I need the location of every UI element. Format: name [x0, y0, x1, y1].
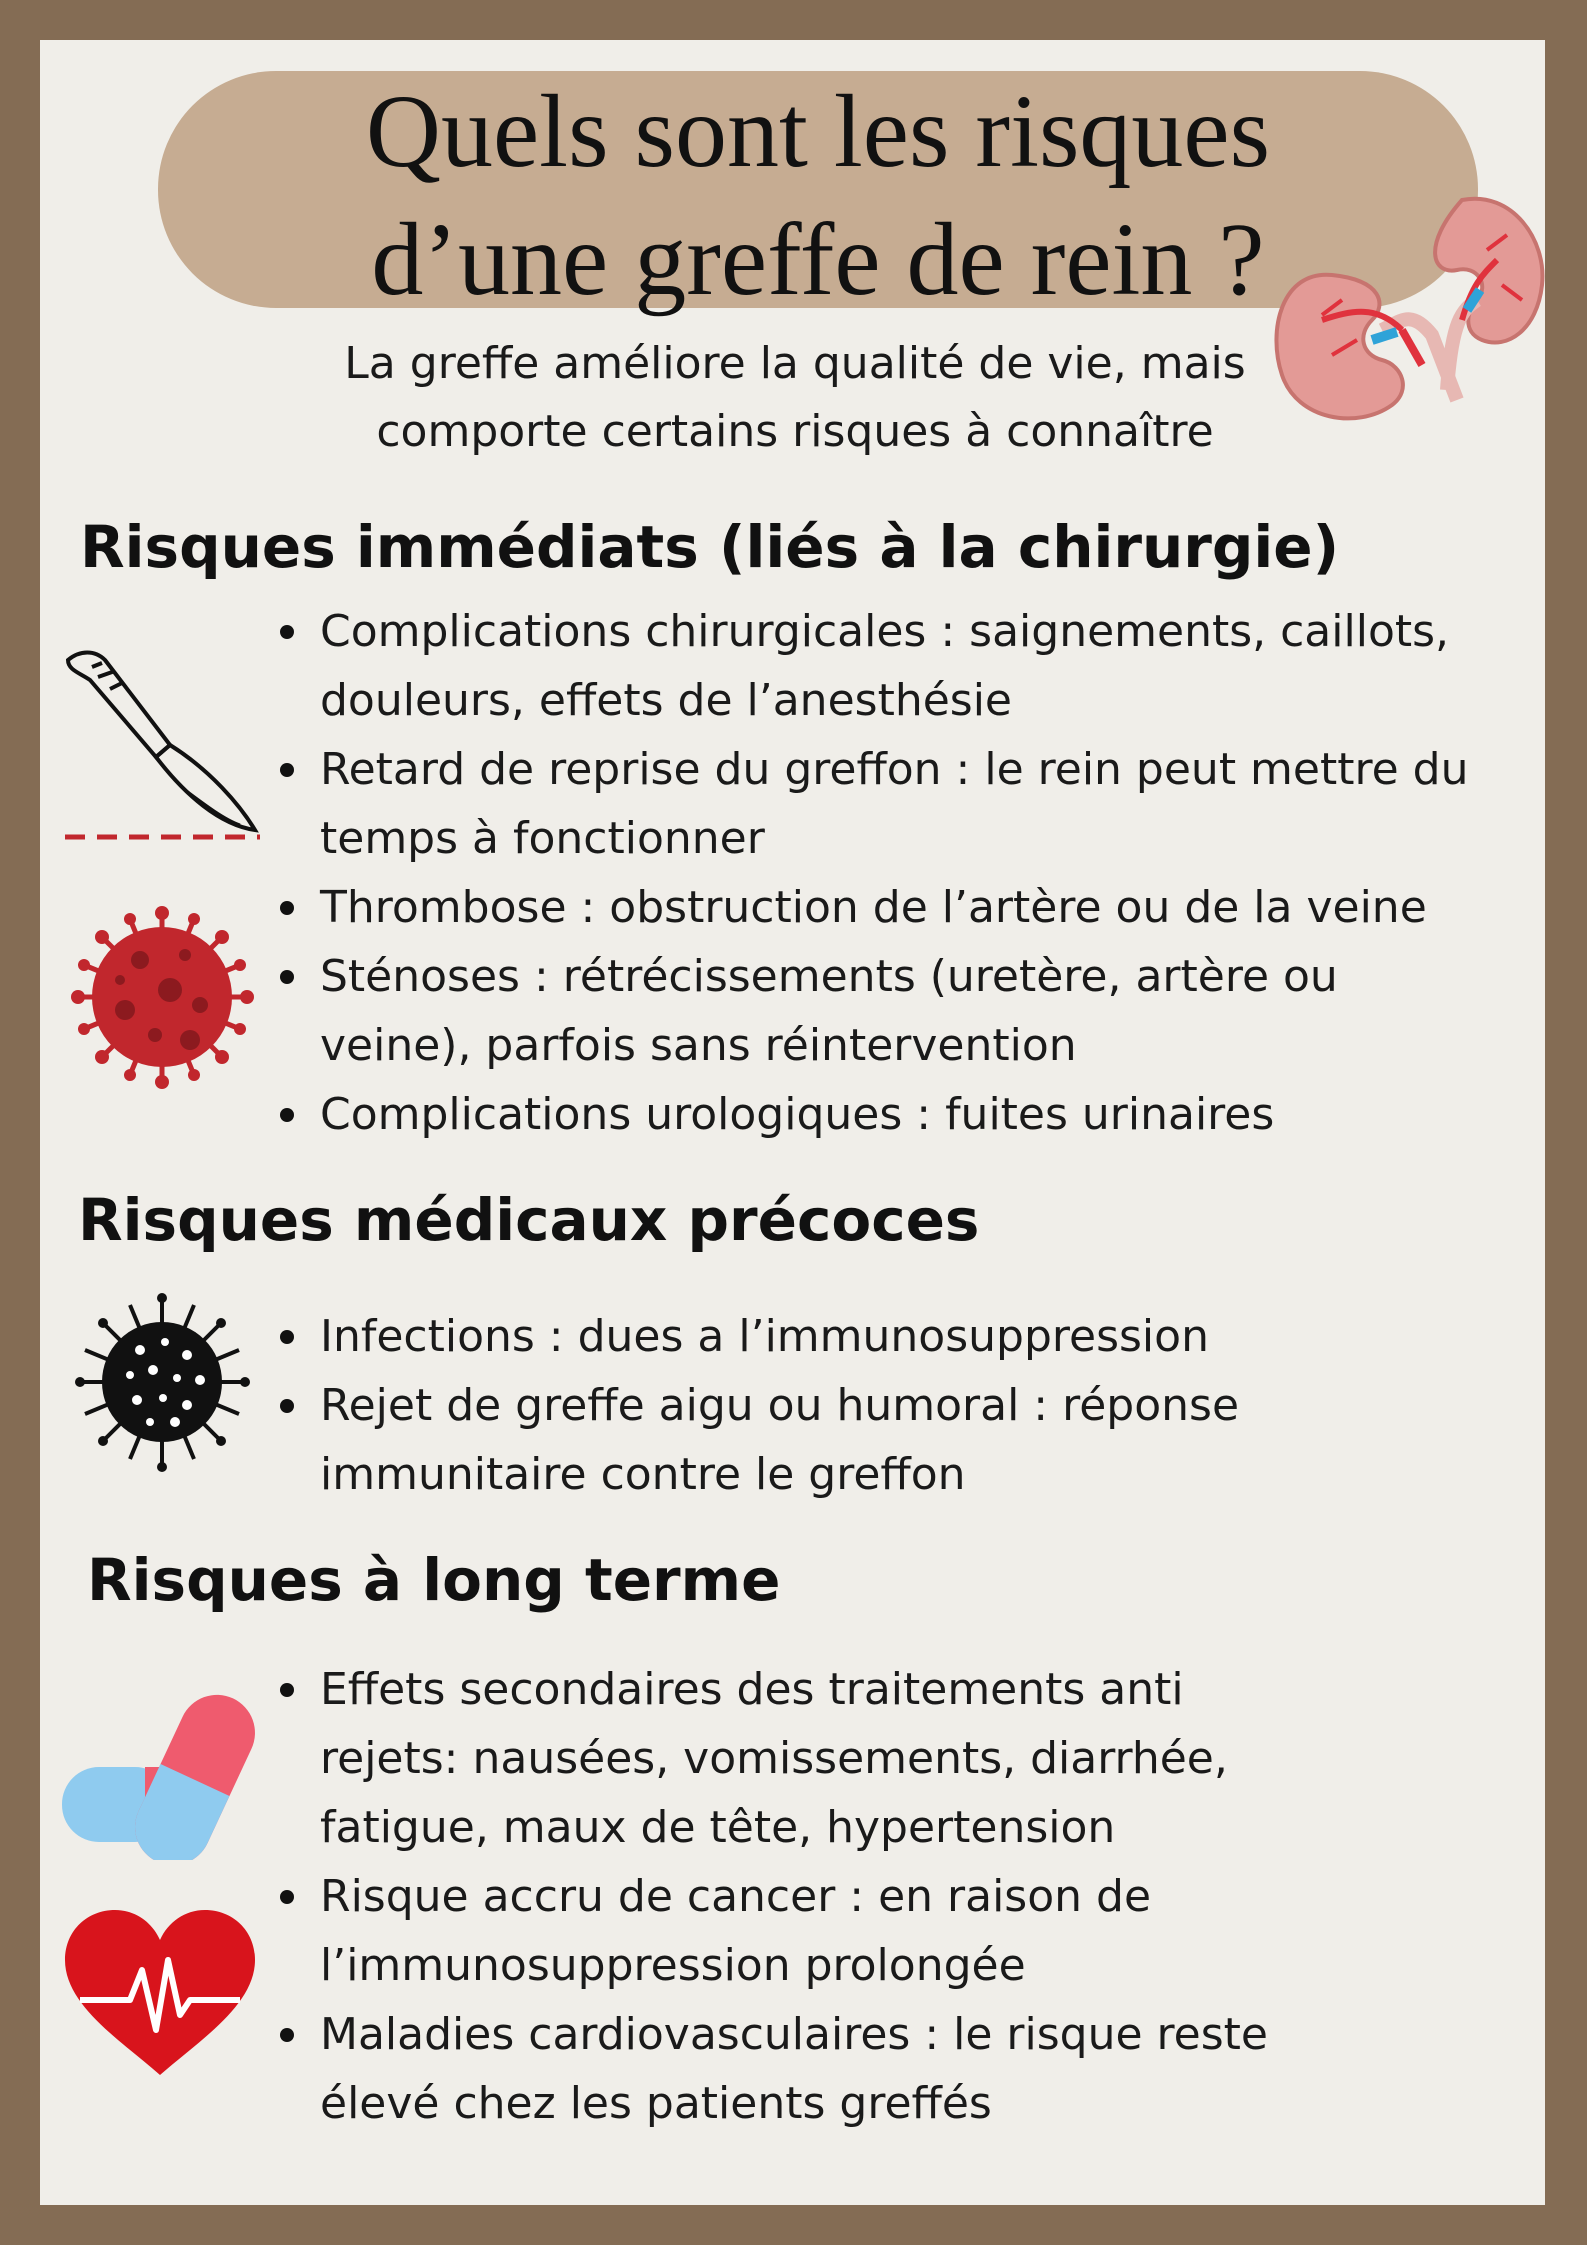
list-item: Risque accru de cancer : en raison de l’immunosuppression prolongée — [270, 1862, 1470, 2000]
list-long-term-risks — [270, 1655, 1470, 2138]
list-item: Infections : dues a l’immunosuppression — [270, 1302, 1470, 1371]
subtitle-line-1: La greffe améliore la qualité de vie, mais — [344, 338, 1246, 389]
virus-black-icon — [75, 1290, 250, 1475]
subtitle — [250, 330, 1340, 466]
list-item: Maladies cardiovasculaires : le risque reste élevé chez les patients greffés — [270, 2000, 1470, 2138]
title-line-2: d’une greffe de rein ? — [371, 202, 1265, 317]
list-item: Sténoses : rétrécissements (uretère, artère ou veine), parfois sans réintervention — [270, 942, 1520, 1080]
heartbeat-icon — [60, 1905, 260, 2080]
section-heading-immediate: Risques immédiats (liés à la chirurgie) — [80, 513, 1340, 581]
list-item: Complications urologiques : fuites urinaires — [270, 1080, 1520, 1149]
pills-icon — [60, 1685, 265, 1860]
title-line-1: Quels sont les risques — [365, 74, 1271, 189]
list-item: Complications chirurgicales : saignements, caillots, douleurs, effets de l’anesthésie — [270, 597, 1520, 735]
scalpel-icon — [60, 645, 260, 850]
section-heading-early: Risques médicaux précoces — [78, 1186, 980, 1254]
list-item: Effets secondaires des traitements anti rejets: nausées, vomissements, diarrhée, fatigue, maux de tête, hypertension — [270, 1655, 1470, 1862]
list-early-risks — [270, 1302, 1470, 1509]
virus-red-icon — [70, 905, 255, 1090]
list-item: Retard de reprise du greffon : le rein peut mettre du temps à fonctionner — [270, 735, 1520, 873]
list-item: Thrombose : obstruction de l’artère ou de la veine — [270, 873, 1520, 942]
section-heading-long-term: Risques à long terme — [87, 1546, 781, 1614]
list-immediate-risks — [270, 597, 1520, 1149]
subtitle-line-2: comporte certains risques à connaître — [376, 406, 1214, 457]
list-item: Rejet de greffe aigu ou humoral : réponse immunitaire contre le greffon — [270, 1371, 1470, 1509]
